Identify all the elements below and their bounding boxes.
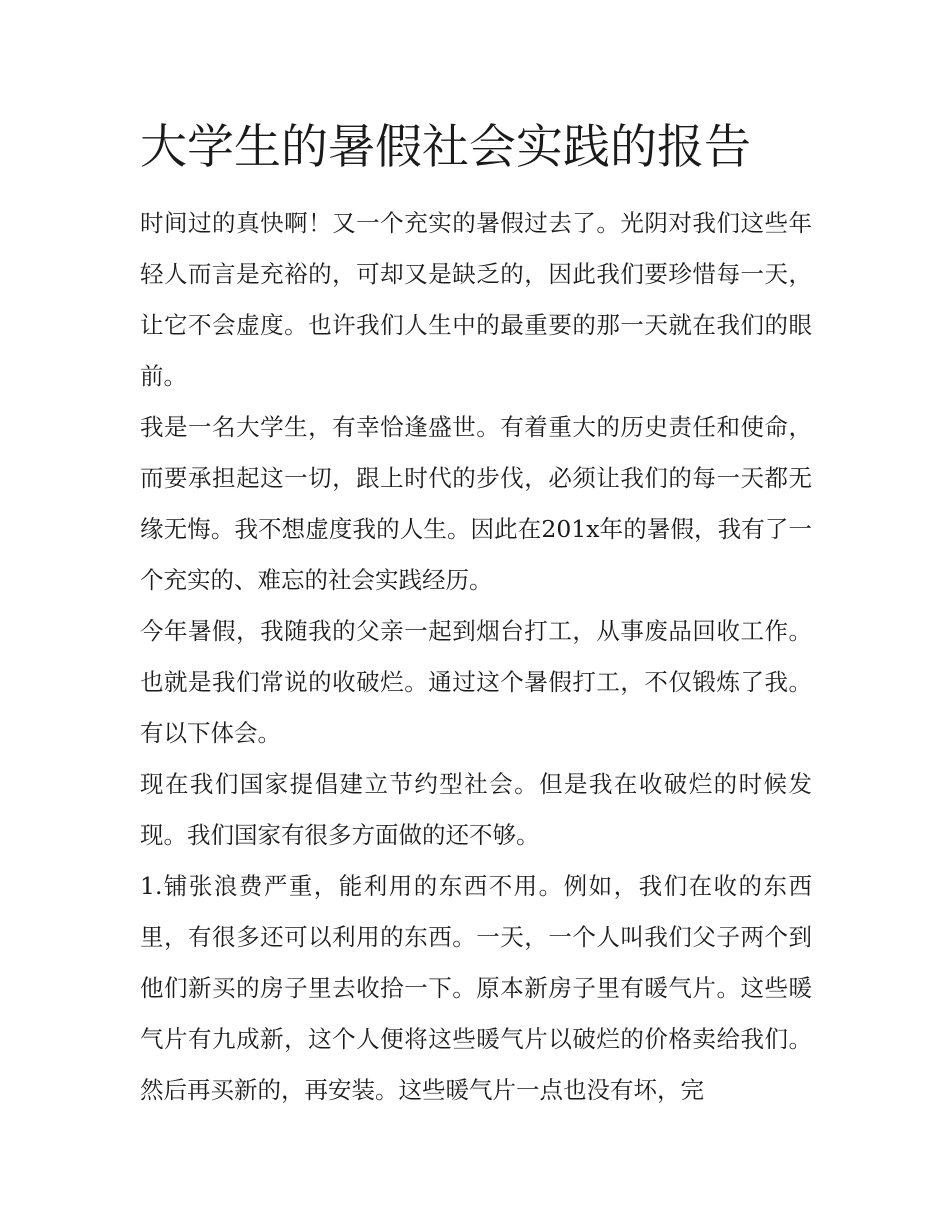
- paragraph-1: 时间过的真快啊！又一个充实的暑假过去了。光阴对我们这些年轻人而言是充裕的，可却又是缺乏的，因此我们要珍惜每一天，让它不会虚度。也许我们人生中的最重要的那一天就在我们的眼前。: [140, 209, 812, 390]
- paragraph-2: 我是一名大学生，有幸恰逢盛世。有着重大的历史责任和使命，而要承担起这一切，跟上时代的步伐，必须让我们的每一天都无缘无悔。我不想虚度我的人生。因此在201x年的暑假，我有了一个充实的、难忘的社会实践经历。: [140, 413, 812, 594]
- document-title: 大学生的暑假社会实践的报告: [140, 120, 751, 175]
- paragraph-3: 今年暑假，我随我的父亲一起到烟台打工，从事废品回收工作。也就是我们常说的收破烂。通过这个暑假打工，不仅锻炼了我。有以下体会。: [140, 617, 812, 747]
- paragraph-5: 1.铺张浪费严重，能利用的东西不用。例如，我们在收的东西里，有很多还可以利用的东西。一天，一个人叫我们父子两个到他们新买的房子里去收拾一下。原本新房子里有暖气片。这些暖气片有九成新，这个人便将这些暖气片以破烂的价格卖给我们。然后再买新的，再安装。这些暖气片一点也没有坏，完: [140, 872, 812, 1104]
- paragraph-4: 现在我们国家提倡建立节约型社会。但是我在收破烂的时候发现。我们国家有很多方面做的还不够。: [140, 770, 812, 849]
- document-body: [140, 198, 812, 1116]
- document-page: [140, 112, 812, 1116]
